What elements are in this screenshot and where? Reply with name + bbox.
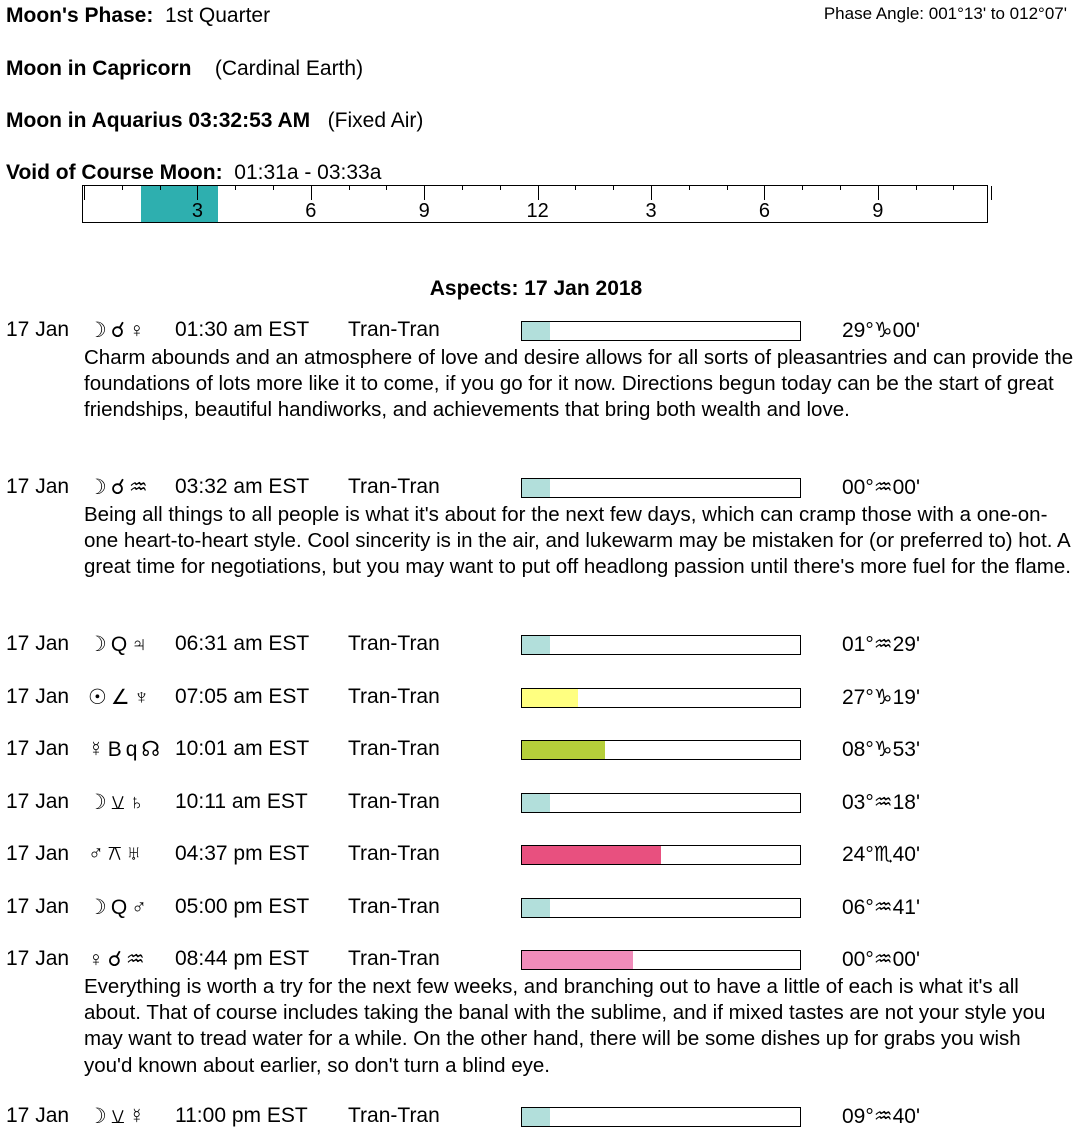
aspect-time: 03:32 am EST xyxy=(175,475,310,498)
timeline-hour-label: 3 xyxy=(191,200,203,222)
timeline-tick xyxy=(764,186,765,200)
aspect-row xyxy=(0,1104,1081,1130)
aspect-row xyxy=(0,842,1081,868)
aspect-position: 00°♒00' xyxy=(842,948,920,971)
aspect-time: 10:01 am EST xyxy=(175,737,310,760)
void-of-course-block xyxy=(141,186,218,222)
aspect-strength-fill xyxy=(522,322,550,340)
aspect-type: Tran-Tran xyxy=(348,1104,440,1127)
moon-phase-value: 1st Quarter xyxy=(165,4,271,27)
aspect-strength-bar xyxy=(521,635,801,655)
aspect-strength-bar xyxy=(521,793,801,813)
aspect-position: 27°♑19' xyxy=(842,685,920,709)
aspect-symbols: ☽⚺♄ xyxy=(88,790,149,814)
aspect-type: Tran-Tran xyxy=(348,632,440,655)
aspect-type: Tran-Tran xyxy=(348,684,440,708)
timeline-tick xyxy=(802,186,803,190)
aspect-position: 06°♒41' xyxy=(842,895,920,919)
moon-sign-label: Moon in Capricorn xyxy=(6,57,192,80)
timeline-tick xyxy=(727,186,728,190)
aspect-position: 24°♏40' xyxy=(842,843,920,866)
aspect-date: 17 Jan xyxy=(6,842,70,865)
aspect-strength-bar xyxy=(521,321,801,341)
aspect-strength-bar xyxy=(521,740,801,760)
timeline-hour-label: 9 xyxy=(872,200,884,222)
aspect-symbols: ☽☌♒ xyxy=(88,476,152,499)
void-of-course-line xyxy=(6,161,381,185)
timeline-tick xyxy=(613,186,614,190)
timeline-tick xyxy=(651,186,652,200)
aspect-symbols: ♂⚻♅ xyxy=(88,842,146,865)
aspect-strength-fill xyxy=(522,1108,550,1126)
aspect-description: Being all things to all people is what it's about for the next few days, which can cramp those with a one-on-one heart-to-heart style. Cool sincerity is in the air, and lukewarm may be mistaken for (or preferred to) hot. A great time for negotiations, but you may want to put off headlong passion until there's more fuel for the flame. xyxy=(84,503,1071,579)
timeline-tick xyxy=(878,186,879,200)
aspect-row xyxy=(0,318,1081,344)
timeline-tick xyxy=(840,186,841,190)
aspect-time: 01:30 am EST xyxy=(175,318,310,341)
timeline-tick xyxy=(916,186,917,190)
aspect-strength-fill xyxy=(522,741,605,759)
aspect-time: 05:00 pm EST xyxy=(175,894,310,918)
aspect-type: Tran-Tran xyxy=(348,475,440,498)
aspect-row xyxy=(0,632,1081,658)
timeline-tick xyxy=(500,186,501,190)
aspect-position: 29°♑00' xyxy=(842,319,920,342)
aspect-strength-fill xyxy=(522,689,578,707)
aspect-time: 08:44 pm EST xyxy=(175,947,310,970)
timeline-hour-label: 3 xyxy=(645,200,657,222)
timeline-hour-label: 12 xyxy=(526,200,549,222)
moon-phase-line xyxy=(6,4,270,28)
aspect-date: 17 Jan xyxy=(6,684,70,708)
aspect-strength-fill xyxy=(522,479,550,497)
aspect-symbols: ☽☌♀ xyxy=(88,319,149,342)
moon-phase-label: Moon's Phase: xyxy=(6,4,154,27)
aspect-type: Tran-Tran xyxy=(348,318,440,341)
timeline-tick xyxy=(575,186,576,190)
timeline-tick xyxy=(197,186,198,200)
moon-sign-line xyxy=(6,57,363,81)
timeline-hour-label: 9 xyxy=(418,200,430,222)
timeline-tick xyxy=(462,186,463,190)
timeline-tick xyxy=(273,186,274,190)
aspect-symbols: ☽Q♂ xyxy=(88,895,151,919)
aspect-strength-fill xyxy=(522,899,550,917)
aspect-strength-bar xyxy=(521,688,801,708)
timeline-tick xyxy=(689,186,690,190)
aspect-position: 01°♒29' xyxy=(842,633,920,656)
aspect-strength-fill xyxy=(522,794,550,812)
aspect-strength-bar xyxy=(521,1107,801,1127)
aspect-symbols: ☉∠♆ xyxy=(88,685,154,709)
aspect-symbols: ☽⚺☿ xyxy=(88,1105,149,1128)
aspect-position: 08°♑53' xyxy=(842,738,920,761)
aspect-date: 17 Jan xyxy=(6,737,70,760)
aspect-strength-bar xyxy=(521,845,801,865)
aspect-type: Tran-Tran xyxy=(348,842,440,865)
timeline-tick xyxy=(538,186,539,200)
aspect-symbols: ☽Q♃ xyxy=(88,633,151,656)
aspect-type: Tran-Tran xyxy=(348,894,440,918)
timeline-tick xyxy=(160,186,161,190)
aspect-description: Everything is worth a try for the next few weeks, and branching out to have a little of each is what it's all about. That of course includes taking the banal with the sublime, and if mixed tastes are not your style you may want to tread water for a while. On the other hand, there will be some dishes up for grabs you wish you'd known about earlier, so don't turn a blind eye. xyxy=(84,975,1046,1077)
timeline-tick xyxy=(349,186,350,190)
aspect-time: 04:37 pm EST xyxy=(175,842,310,865)
timeline-hour-label: 6 xyxy=(758,200,770,222)
aspect-date: 17 Jan xyxy=(6,789,70,813)
aspect-row xyxy=(0,895,1081,921)
moon-ingress-element: (Fixed Air) xyxy=(327,109,424,132)
aspect-date: 17 Jan xyxy=(6,947,70,970)
aspect-strength-bar xyxy=(521,898,801,918)
aspect-row xyxy=(0,790,1081,816)
aspect-date: 17 Jan xyxy=(6,475,70,498)
aspect-row xyxy=(0,475,1081,501)
aspect-type: Tran-Tran xyxy=(348,947,440,970)
aspect-time: 11:00 pm EST xyxy=(175,1104,308,1127)
timeline-tick xyxy=(953,186,954,190)
timeline-tick xyxy=(386,186,387,190)
void-of-course-timeline xyxy=(82,185,988,223)
timeline-hour-label: 6 xyxy=(305,200,317,222)
aspect-position: 00°♒00' xyxy=(842,476,920,499)
moon-ingress-line xyxy=(6,109,423,133)
timeline-tick xyxy=(991,186,992,200)
timeline-tick xyxy=(122,186,123,190)
moon-sign-element: (Cardinal Earth) xyxy=(214,57,364,80)
aspect-type: Tran-Tran xyxy=(348,737,440,760)
aspect-position: 09°♒40' xyxy=(842,1105,920,1128)
aspect-row xyxy=(0,685,1081,711)
aspect-time: 07:05 am EST xyxy=(175,684,310,708)
aspect-strength-fill xyxy=(522,951,633,969)
aspect-date: 17 Jan xyxy=(6,894,70,918)
phase-angle: Phase Angle: 001°13' to 012°07' xyxy=(823,4,1067,23)
aspect-symbols: ♀☌♒ xyxy=(88,948,149,971)
aspect-position: 03°♒18' xyxy=(842,790,920,814)
aspect-strength-fill xyxy=(522,846,661,864)
timeline-tick xyxy=(311,186,312,200)
aspect-row xyxy=(0,737,1081,763)
void-of-course-label: Void of Course Moon: xyxy=(6,161,223,184)
aspect-date: 17 Jan xyxy=(6,1104,70,1127)
aspect-time: 10:11 am EST xyxy=(175,789,308,813)
aspect-date: 17 Jan xyxy=(6,318,70,341)
timeline-tick xyxy=(84,186,85,200)
aspect-strength-bar xyxy=(521,950,801,970)
aspect-strength-fill xyxy=(522,636,550,654)
aspect-date: 17 Jan xyxy=(6,632,70,655)
aspect-strength-bar xyxy=(521,478,801,498)
aspects-title: Aspects: 17 Jan 2018 xyxy=(429,277,643,300)
moon-ingress-label: Moon in Aquarius 03:32:53 AM xyxy=(6,109,311,132)
void-of-course-value: 01:31a - 03:33a xyxy=(234,161,382,184)
aspect-type: Tran-Tran xyxy=(348,789,440,813)
aspect-row xyxy=(0,947,1081,973)
timeline-tick xyxy=(424,186,425,200)
timeline-tick xyxy=(235,186,236,190)
aspect-symbols: ☿Bq☊ xyxy=(88,738,165,761)
aspect-time: 06:31 am EST xyxy=(175,632,310,655)
aspect-description: Charm abounds and an atmosphere of love and desire allows for all sorts of pleasantries and can provide the foundations of lots more like it to come, if you go for it now. Directions begun today can be the start of great friendships, beautiful handiworks, and achievements that bring both wealth and love. xyxy=(84,346,1074,422)
